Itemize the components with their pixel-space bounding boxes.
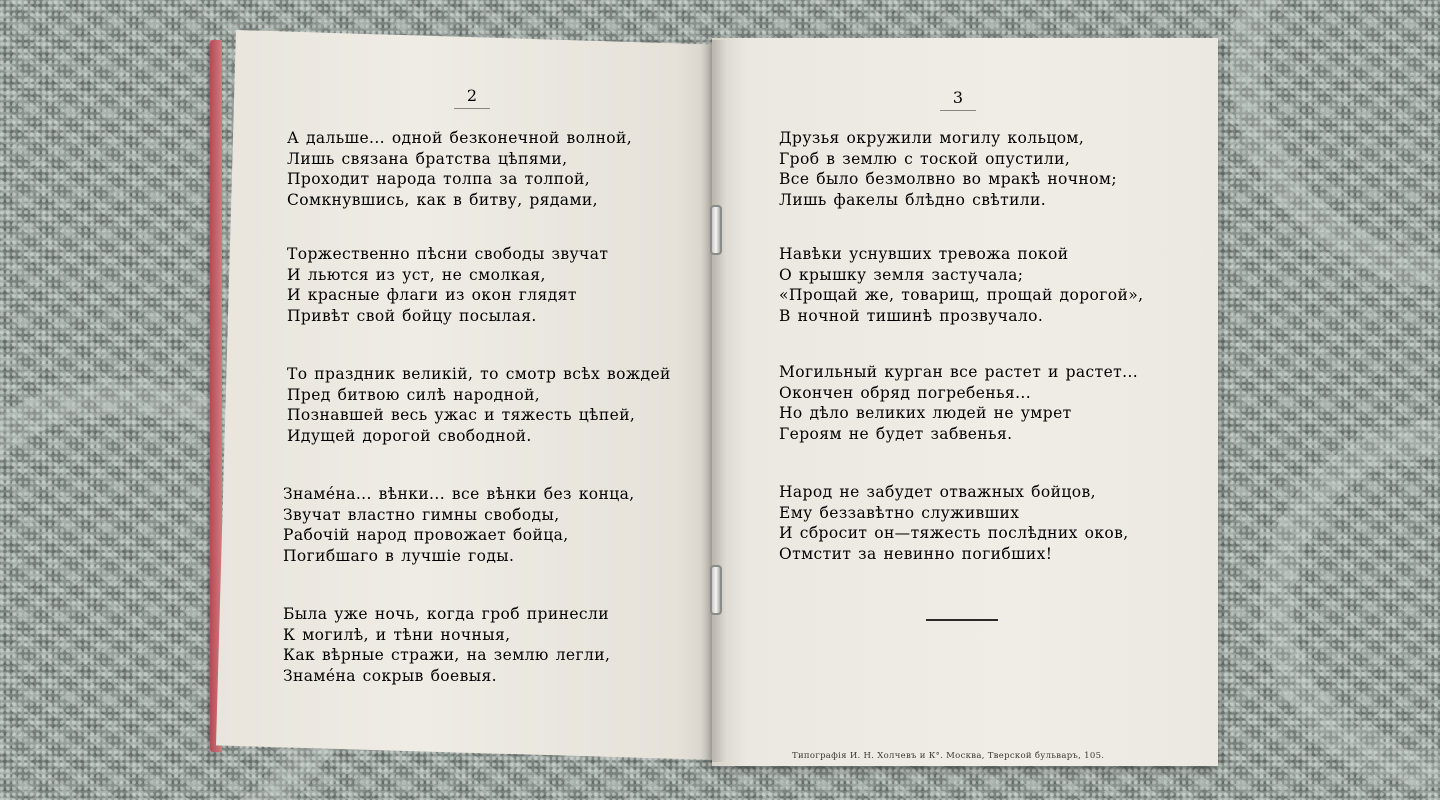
poem-line: К могилѣ, и тѣни ночныя, [283, 625, 511, 644]
poem-line: Но дѣло великих людей не умрет [779, 404, 1072, 422]
poem-line: Была уже ночь, когда гроб принесли [283, 605, 609, 623]
poem-stanza [779, 482, 1129, 564]
poem-line: Привѣт свой бойцу посылая. [287, 306, 537, 325]
poem-line: Идущей дорогой свободной. [287, 426, 532, 445]
poem-line: Навѣки уснувших тревожа покой [779, 245, 1069, 263]
page-number-left: 2 [452, 86, 492, 105]
poem-line: Могильный курган все растет и растет... [779, 363, 1139, 381]
poem-line: Все было безмолвно во мракѣ ночном; [779, 170, 1117, 188]
poem-line: Гроб в землю с тоской опустили, [779, 149, 1071, 168]
poem-stanza [283, 604, 610, 686]
poem-line: В ночной тишинѣ прозвучало. [779, 306, 1044, 325]
poem-line: Окончен обряд погребенья... [779, 383, 1032, 402]
blanket-pattern [1260, 420, 1440, 788]
poem-line: Сомкнувшись, как в битву, рядами, [287, 190, 598, 209]
poem-stanza [283, 484, 635, 566]
poem-line: Героям не будет забвенья. [779, 424, 1013, 443]
poem-line: И льются из уст, не смолкая, [287, 265, 546, 284]
staple [710, 565, 722, 615]
poem-line: Друзья окружили могилу кольцом, [779, 129, 1085, 147]
poem-line: Ему беззавѣтно служивших [779, 503, 1020, 522]
poem-stanza [287, 244, 608, 326]
poem-line: Знамéна... вѣнки... все вѣнки без конца, [283, 485, 635, 503]
poem-stanza [779, 244, 1143, 326]
poem-line: Народ не забудет отважных бойцов, [779, 483, 1096, 501]
poem-line: Пред битвою силѣ народной, [287, 385, 541, 404]
poem-line: Погибшаго в лучшіе годы. [283, 546, 515, 565]
blanket-pattern [1230, 0, 1440, 288]
poem-line: Знамéна сокрыв боевыя. [283, 666, 497, 685]
poem-line: «Прощай же, товарищ, прощай дорогой», [779, 286, 1144, 304]
poem-stanza [287, 128, 632, 210]
poem-line: То праздник великій, то смотр всѣх вождей [287, 365, 671, 383]
poem-line: О крышку земля застучала; [779, 265, 1024, 284]
printer-imprint: Типографія И. Н. Холчевъ и К°. Москва, Тверской бульваръ, 105. [792, 751, 1105, 761]
poem-line: Лишь связана братства цѣпями, [287, 149, 568, 168]
staple [710, 205, 722, 255]
poem-line: Познавшей весь ужас и тяжесть цѣпей, [287, 406, 636, 424]
poem-line: Отмстит за невинно погибших! [779, 544, 1053, 563]
poem-line: Лишь факелы блѣдно свѣтили. [779, 190, 1047, 209]
end-rule [926, 619, 998, 621]
poem-stanza [779, 362, 1138, 444]
poem-stanza [287, 364, 671, 446]
poem-line: Звучат властно гимны свободы, [283, 505, 560, 524]
poem-stanza [779, 128, 1117, 210]
booklet-gutter [700, 40, 726, 762]
poem-line: Торжественно пѣсни свободы звучат [287, 245, 609, 263]
poem-line: Как вѣрные стражи, на землю легли, [283, 646, 611, 664]
poem-line: Рабочій народ провожает бойца, [283, 526, 569, 544]
page-number-right: 3 [938, 88, 978, 107]
poem-line: И сбросит он—тяжесть послѣдних оков, [779, 524, 1129, 542]
poem-line: Проходит народа толпа за толпой, [287, 170, 591, 188]
poem-line: И красные флаги из окон глядят [287, 286, 577, 304]
poem-line: А дальше... одной безконечной волной, [287, 129, 633, 147]
